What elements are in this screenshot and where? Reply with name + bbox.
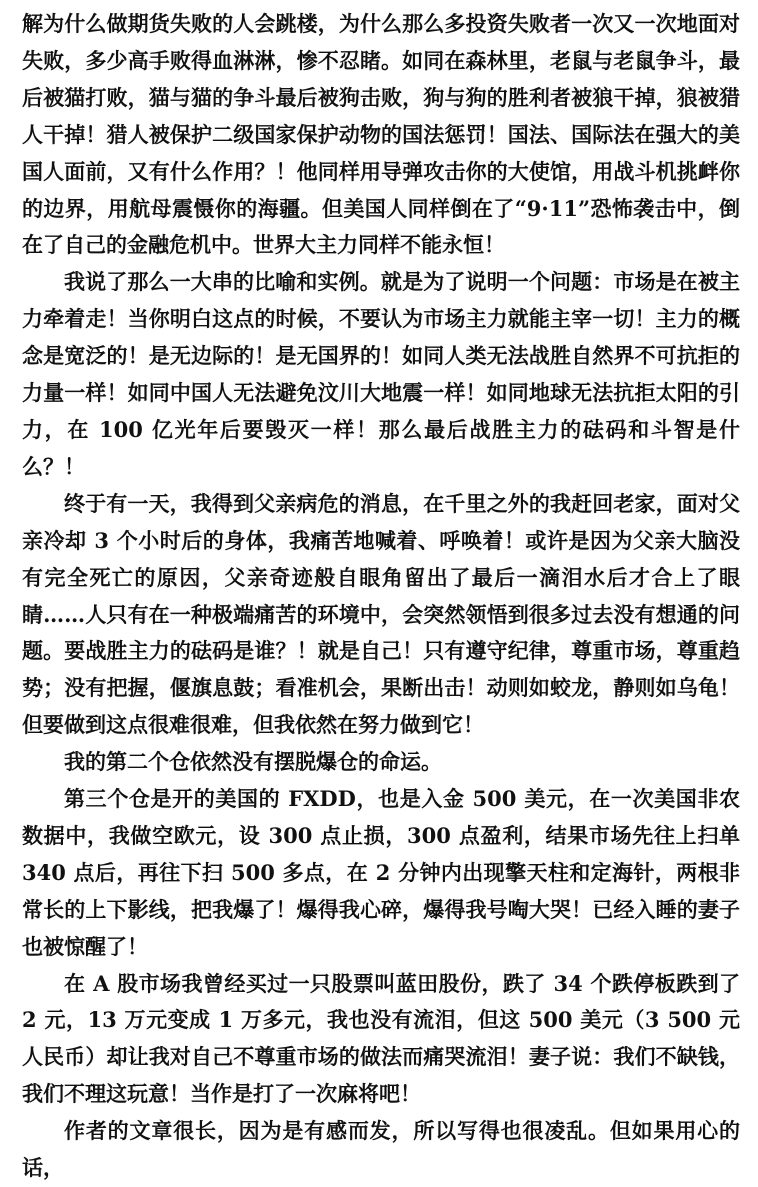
paragraph-2: 我说了那么一大串的比喻和实例。就是为了说明一个问题：市场是在被主力牵着走！当你明白这点的时候，不要认为市场主力就能主宰一切！主力的概念是宽泛的！是无边际的！是无国界的！如同人类无法战胜自然界不可抗拒的力量一样！如同中国人无法避免汶川大地震一样！如同地球无法抗拒太阳的引力，在 100 亿光年后要毁灭一样！那么最后战胜主力的砝码和斗智是什么？！	[22, 269, 740, 479]
paragraph-1: 解为什么做期货失败的人会跳楼，为什么那么多投资失败者一次又一次地面对失败，多少高手败得血淋淋，惨不忍睹。如同在森林里，老鼠与老鼠争斗，最后被猫打败，猫与猫的争斗最后被狗击败，狗与狗的胜利者被狼干掉，狼被猎人干掉！猎人被保护二级国家保护动物的国法惩罚！国法、国际法在强大的美国人面前，又有什么作用？！他同样用导弹攻击你的大使馆，用战斗机挑衅你的边界，用航母震慑你的海疆。但美国人同样倒在了“9·11”恐怖袭击中，倒在了自己的金融危机中。世界大主力同样不能永恒！	[22, 11, 740, 258]
paragraph-6: 在 A 股市场我曾经买过一只股票叫蓝田股份，跌了 34 个跌停板跌到了 2 元，13 万元变成 1 万多元，我也没有流泪，但这 500 美元（3 500 元人民币）却让我对自己不尊重市场的做法而痛哭流泪！妻子说：我们不缺钱，我们不理这玩意！当作是打了一次麻将吧！	[22, 970, 740, 1107]
paragraph-4: 我的第二个仓依然没有摆脱爆仓的命运。	[64, 749, 442, 775]
document-page	[22, 6, 740, 1187]
paragraph-7: 作者的文章很长，因为是有感而发，所以写得也很凌乱。但如果用心的话，	[22, 1118, 740, 1181]
paragraph-5: 第三个仓是开的美国的 FXDD，也是入金 500 美元，在一次美国非农数据中，我做空欧元，设 300 点止损，300 点盈利，结果市场先往上扫单 340 点后，再往下扫 500 多点，在 2 分钟内出现擎天柱和定海针，两根非常长的上下影线，把我爆了！爆得我心碎，爆得我号啕大哭！已经入睡的妻子也被惊醒了！	[22, 786, 740, 959]
paragraph-3: 终于有一天，我得到父亲病危的消息，在千里之外的我赶回老家，面对父亲冷却 3 个小时后的身体，我痛苦地喊着、呼唤着！或许是因为父亲大脑没有完全死亡的原因，父亲奇迹般自眼角留出了最后一滴泪水后才合上了眼睛……人只有在一种极端痛苦的环境中，会突然领悟到很多过去没有想通的问题。要战胜主力的砝码是谁？！就是自己！只有遵守纪律，尊重市场，尊重趋势；没有把握，偃旗息鼓；看准机会，果断出击！动则如蛟龙，静则如乌龟！但要做到这点很难很难，但我依然在努力做到它！	[22, 490, 740, 738]
